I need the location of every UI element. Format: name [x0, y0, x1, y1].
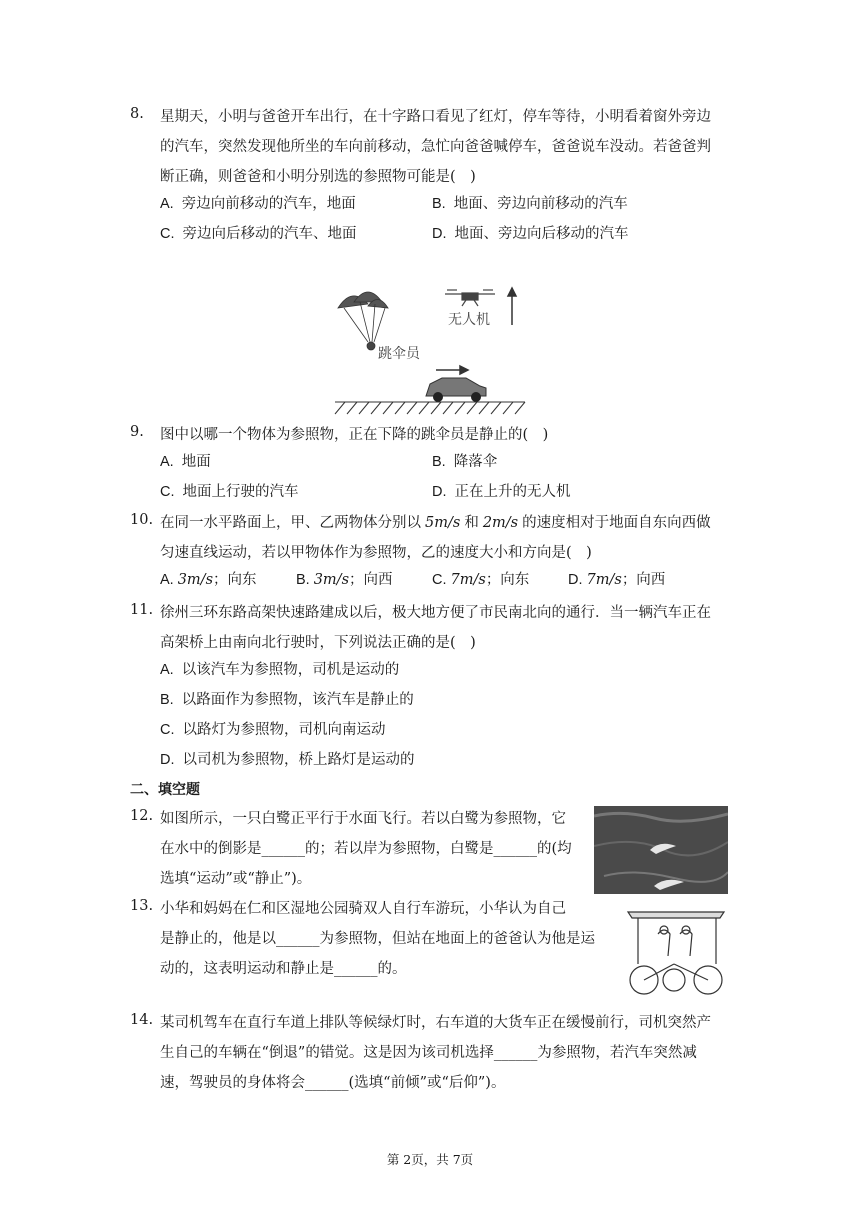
parachute-icon: [338, 292, 388, 350]
option-c[interactable]: C. 以路灯为参照物，司机向南运动: [160, 722, 386, 738]
option-b[interactable]: B. 地面、旁边向前移动的汽车: [432, 196, 628, 212]
question-14: [130, 1008, 740, 1098]
drone-icon: [445, 290, 495, 306]
drone-label: 无人机: [448, 312, 490, 328]
option-a[interactable]: A. 旁边向前移动的汽车，地面: [160, 196, 356, 212]
question-9: [130, 420, 740, 502]
question-number: 14.: [130, 1012, 154, 1028]
stem-line: 小华和妈妈在仁和区湿地公园骑双人自行车游玩，小华认为自己: [160, 901, 566, 917]
option-c[interactable]: C. 7m/s；向东: [432, 572, 530, 588]
option-b[interactable]: B. 3m/s；向西: [296, 572, 393, 588]
arrow-right-icon: [436, 366, 468, 374]
question-number: 10.: [130, 512, 154, 528]
stem-line: 动的，这表明运动和静止是______的。: [160, 961, 407, 977]
car-icon: [426, 378, 486, 402]
option-d[interactable]: D. 7m/s；向西: [568, 572, 666, 588]
stem-line: 是静止的，他是以______为参照物，但站在地面上的爸爸认为他是运: [160, 931, 595, 947]
option-d[interactable]: D. 以司机为参照物，桥上路灯是运动的: [160, 752, 415, 768]
question-10: [130, 508, 740, 590]
option-a[interactable]: A. 地面: [160, 454, 211, 470]
stem-line: 在水中的倒影是______的；若以岸为参照物，白鹭是______的(均: [160, 841, 572, 857]
egret-photo: [594, 806, 728, 894]
option-d[interactable]: D. 地面、旁边向后移动的汽车: [432, 226, 629, 242]
stem-line: 图中以哪一个物体为参照物，正在下降的跳伞员是静止的( ): [160, 427, 549, 443]
page-footer: 第 2页，共 7页: [386, 1152, 474, 1167]
question-8: [130, 102, 740, 252]
question-number: 12.: [130, 808, 154, 824]
question-stem: [160, 1008, 740, 1098]
stem-line: 速，驾驶员的身体将会______(选填“前倾”或“后仰”)。: [160, 1075, 506, 1091]
question-12: [130, 804, 590, 894]
stem-line: 高架桥上由南向北行驶时，下列说法正确的是( ): [160, 635, 476, 651]
stem-line: 断正确，则爸爸和小明分别选的参照物可能是( ): [160, 169, 476, 185]
stem-line: 某司机驾车在直行车道上排队等候绿灯时，右车道的大货车正在缓慢前行，司机突然产: [160, 1015, 711, 1031]
stem-line: 如图所示，一只白鹭正平行于水面飞行。若以白鹭为参照物，它: [160, 811, 566, 827]
option-a[interactable]: A. 以该汽车为参照物，司机是运动的: [160, 662, 400, 678]
stem-line: 生自己的车辆在“倒退”的错觉。这是因为该司机选择______为参照物，若汽车突然减: [160, 1045, 697, 1061]
question-number: 9.: [130, 424, 144, 440]
option-c[interactable]: C. 旁边向后移动的汽车、地面: [160, 226, 357, 242]
jumper-label: 跳伞员: [378, 346, 420, 362]
question-stem: [160, 804, 590, 894]
question-stem: [160, 102, 740, 192]
option-b[interactable]: B. 降落伞: [432, 454, 498, 470]
figure-parachute-drone-car: [330, 280, 530, 420]
ground-hatch: [335, 402, 525, 414]
stem-line: 星期天，小明与爸爸开车出行，在十字路口看见了红灯，停车等待，小明看着窗外旁边: [160, 109, 711, 125]
section-heading: 二、填空题: [130, 782, 200, 798]
arrow-up-icon: [508, 288, 516, 325]
question-stem: [160, 598, 740, 658]
question-number: 11.: [130, 602, 154, 618]
tandem-bicycle-illustration: [624, 904, 728, 998]
option-d[interactable]: D. 正在上升的无人机: [432, 484, 571, 500]
stem-line: 徐州三环东路高架快速路建成以后，极大地方便了市民南北向的通行．当一辆汽车正在: [160, 605, 711, 621]
stem-line: 选填“运动”或“静止”)。: [160, 871, 312, 887]
stem-line: 的汽车，突然发现他所坐的车向前移动，急忙向爸爸喊停车，爸爸说车没动。若爸爸判: [160, 139, 711, 155]
question-number: 13.: [130, 898, 154, 914]
velocity-value: 5m/s: [425, 515, 461, 531]
question-stem: [160, 894, 618, 984]
velocity-value: 2m/s: [482, 515, 519, 531]
option-b[interactable]: B. 以路面作为参照物，该汽车是静止的: [160, 692, 414, 708]
option-c[interactable]: C. 地面上行驶的汽车: [160, 484, 299, 500]
stem-line: 在同一水平路面上，甲、乙两物体分别以 5m/s 和 2m/s 的速度相对于地面自东向西做: [160, 515, 711, 531]
question-13: [130, 894, 618, 984]
question-stem: [160, 420, 740, 450]
question-stem: [160, 508, 740, 568]
stem-line: 匀速直线运动，若以甲物体作为参照物，乙的速度大小和方向是( ): [160, 545, 592, 561]
question-number: 8.: [130, 106, 144, 122]
option-a[interactable]: A. 3m/s；向东: [160, 572, 257, 588]
question-11: [130, 598, 740, 770]
